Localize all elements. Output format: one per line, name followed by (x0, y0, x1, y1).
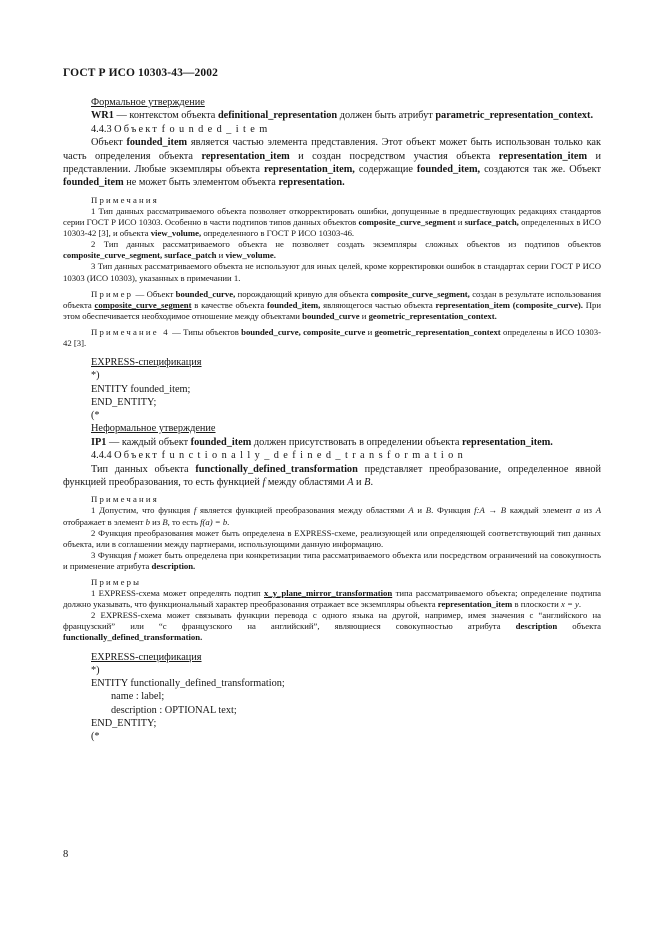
math: A (408, 505, 414, 516)
text: является частью элемента представления. Этот объект может быть использован только как часть определения объекта (63, 137, 601, 162)
examples-heading-text: Примеры (91, 576, 142, 587)
math: A (595, 505, 601, 516)
term: founded_item, (416, 164, 481, 176)
term: representation_item. (462, 436, 553, 448)
text: определенного в ГОСТ Р ИСО 10303-46. (201, 228, 355, 239)
text: — Типы объектов (169, 326, 242, 337)
code-line: *) (91, 664, 100, 676)
code-line: END_ENTITY; (91, 717, 157, 729)
text: и (455, 217, 465, 228)
term: representation_item (composite_curve). (435, 299, 583, 310)
section-object-word: Объект (114, 450, 160, 462)
term: founded_item (190, 436, 252, 448)
notes-heading-text: Примечания (91, 494, 159, 505)
term: description. (151, 560, 196, 571)
text: каждый элемент (506, 505, 576, 516)
section-number: 4.4.3 (91, 123, 112, 135)
express-spec-heading-text: EXPRESS-спецификация (91, 357, 202, 369)
text: и (413, 505, 426, 516)
text: и создан посредством участия объекта (289, 150, 499, 162)
code-line: (* (91, 730, 100, 742)
wr1-text-2: должен быть атрибут (337, 110, 436, 122)
express-spec-heading (63, 356, 601, 369)
term: representation_item (437, 599, 513, 610)
text: должен присутствовать в определении объекта (251, 436, 463, 448)
text: — Объект (133, 288, 176, 299)
term: representation. (278, 177, 345, 189)
text: 2 Тип данных рассматриваемого объекта не позволяет создать экземпляры сложных объектов из подтипов объектов (91, 239, 601, 250)
text: 3 Функция (91, 549, 134, 560)
text: . (578, 599, 582, 610)
math: f (193, 505, 197, 516)
term: composite_curve (303, 326, 366, 337)
term: functionally_defined_transformation. (63, 632, 203, 643)
transformation-paragraph (63, 463, 601, 490)
section-entity-name: functionally_defined_transformation (161, 450, 468, 462)
text: в качестве объекта (191, 299, 267, 310)
text: из (580, 505, 596, 516)
text: . (370, 476, 374, 488)
term: representation_item (498, 150, 588, 162)
informal-statement-heading-text: Неформальное утверждение (91, 423, 216, 435)
examples-heading (63, 577, 601, 588)
code-line: ENTITY functionally_defined_transformation; (91, 678, 285, 690)
text: и (353, 476, 365, 488)
math: f:A → B (474, 505, 507, 516)
note-2-1 (63, 505, 601, 527)
note-1 (63, 206, 601, 239)
text: в плоскости (512, 599, 561, 610)
note-2-2: 2 Функция преобразования может быть определена в EXPRESS-схеме, реализующей или определяющей соответствующий тип данных объекта, или в соглашении между партнерами, использующими данную информацию. (63, 527, 601, 549)
math: B (425, 505, 432, 516)
note-2 (63, 239, 601, 261)
text: создан в результате использования объекта (63, 288, 601, 310)
text: 1 Допустим, что функция (91, 505, 194, 516)
term: surface_patch, (464, 217, 519, 228)
term: geometric_representation_context (374, 326, 501, 337)
text: Тип данных объекта (91, 463, 196, 475)
term: composite_curve_segment, surface_patch (63, 250, 217, 261)
note-3: 3 Тип данных рассматриваемого объекта не используют для иных целей, кроме корректировки ошибок в стандартах серии ГОСТ Р ИСО 10303 (ИСО 10303), указанных в примечании 1. (63, 261, 601, 283)
notes-heading (63, 195, 601, 206)
text: и (216, 250, 226, 261)
math: B (364, 476, 371, 488)
formal-statement-heading (63, 96, 601, 109)
note-4 (63, 327, 601, 349)
term: bounded_curve (302, 310, 360, 321)
informal-statement-heading (63, 422, 601, 435)
math: B (162, 516, 168, 527)
text: 2 EXPRESS-схема может связывать функции перевода с одного языка на другой, например, имея значения с “английского на французский” или “с французского на английский”, являющиеся совокупностью атрибута (63, 610, 601, 632)
term: representation_item, (264, 164, 355, 176)
express-spec-heading-2 (63, 651, 601, 664)
text: При этом обеспечивается необходимое отношение между объектами (63, 299, 602, 321)
section-4-4-4-heading (63, 449, 601, 462)
term: bounded_curve, (241, 326, 301, 337)
wr1-label: WR1 (91, 110, 114, 122)
express-code-block-2 (63, 664, 601, 743)
text: Объект (91, 137, 127, 149)
wr1-bold-2: parametric_representation_context. (435, 110, 594, 122)
text: и (365, 326, 375, 337)
text: порождающий кривую для объекта (235, 288, 371, 299)
ip1-rule (63, 436, 601, 449)
text: — каждый объект (106, 436, 191, 448)
term: bounded_curve, (175, 288, 236, 299)
term: view_volume. (225, 250, 276, 261)
term: founded_item (63, 177, 124, 189)
text: из (149, 516, 163, 527)
text: 1 Тип данных рассматриваемого объекта позволяет откорректировать ошибки, допущенные в предшествующих редакциях стандартов серии ГОСТ Р ИСО 10303. Особенно в части подтипов типов данных объектов (63, 205, 601, 228)
math: f(a) = b (200, 516, 228, 527)
page-number: 8 (63, 849, 69, 860)
text: создаются так же. Объект (480, 164, 601, 176)
text: 1 EXPRESS-схема может определять подтип (91, 588, 265, 599)
express-code-block (63, 369, 601, 422)
section-number: 4.4.4 (91, 450, 112, 462)
code-line: (* (91, 410, 100, 422)
text: представляет преобразование, определенное явной функцией преобразования, то есть функцией (63, 463, 601, 488)
code-line: ENTITY founded_item; (91, 383, 191, 395)
wr1-rule (63, 109, 601, 122)
term: founded_item (126, 137, 188, 149)
text: . (227, 516, 230, 527)
formal-statement-heading-text: Формальное утверждение (91, 97, 205, 108)
example-label: Пример (91, 288, 134, 299)
text: между областями (265, 476, 348, 488)
express-spec-heading-text: EXPRESS-спецификация (91, 651, 202, 663)
term: founded_item, (266, 299, 321, 310)
math: a (575, 505, 581, 516)
section-entity-name: founded_item (161, 123, 272, 135)
founded-item-paragraph (63, 136, 601, 190)
code-line: END_ENTITY; (91, 396, 157, 408)
term: description (515, 621, 558, 632)
text: и (359, 310, 369, 321)
page-header: ГОСТ Р ИСО 10303-43—2002 (63, 67, 218, 79)
text: определены в ИСО 10303-42 [3]. (63, 326, 602, 348)
text: являющегося частью объекта (320, 299, 436, 310)
term: x_y_plane_mirror_transformation (264, 588, 393, 599)
example-2-1 (63, 588, 601, 610)
example-2-2 (63, 610, 601, 643)
section-object-word: Объект (114, 123, 160, 135)
text: объекта (557, 621, 602, 632)
term: view_volume, (150, 228, 202, 239)
math: f (133, 549, 137, 560)
math: b (145, 516, 150, 527)
notes-heading-text: Примечания (91, 194, 159, 205)
term: composite_curve_segment (358, 217, 456, 228)
wr1-text-1: — контекстом объекта (113, 110, 218, 122)
notes-heading-2 (63, 494, 601, 505)
term: geometric_representation_context. (368, 310, 497, 321)
wr1-bold-1: definitional_representation (217, 110, 338, 122)
text: типа рассматриваемого объекта; определение подтипа должно указывать, что функциональный характер преобразования отражает все экземпляры объекта (63, 588, 601, 610)
text: не может быть элементом объекта (123, 177, 279, 189)
note-2-3 (63, 550, 601, 572)
term: functionally_defined_transformation (195, 463, 358, 475)
term: composite_curve_segment (94, 299, 192, 310)
text: может быть определена при конкретизации типа рассматриваемого объекта или посредством ограничений на совокупность и применение атрибута (63, 549, 601, 571)
text: определенных в ИСО 10303-42 [3], и объекта (63, 217, 601, 239)
text: , то есть (167, 516, 201, 527)
math: f (262, 476, 266, 488)
math: x = y (560, 599, 579, 610)
code-line: description : OPTIONAL text; (111, 704, 237, 716)
text: является функцией преобразования между областями (196, 505, 409, 516)
text: содержащие (354, 164, 417, 176)
code-line: *) (91, 370, 100, 382)
section-4-4-3-heading (63, 123, 601, 136)
term: representation_item (201, 150, 290, 162)
code-line: name : label; (111, 691, 165, 703)
ip1-label: IP1 (91, 436, 107, 448)
note-label: Примечание 4 (91, 326, 170, 337)
page-content (63, 96, 601, 743)
text: . Функция (431, 505, 475, 516)
text: и представлении. Любые экземпляры объекта (63, 150, 601, 176)
text: отображает в элемент (63, 516, 146, 527)
math: A (347, 476, 354, 488)
example-1 (63, 289, 601, 322)
term: composite_curve_segment, (370, 288, 470, 299)
